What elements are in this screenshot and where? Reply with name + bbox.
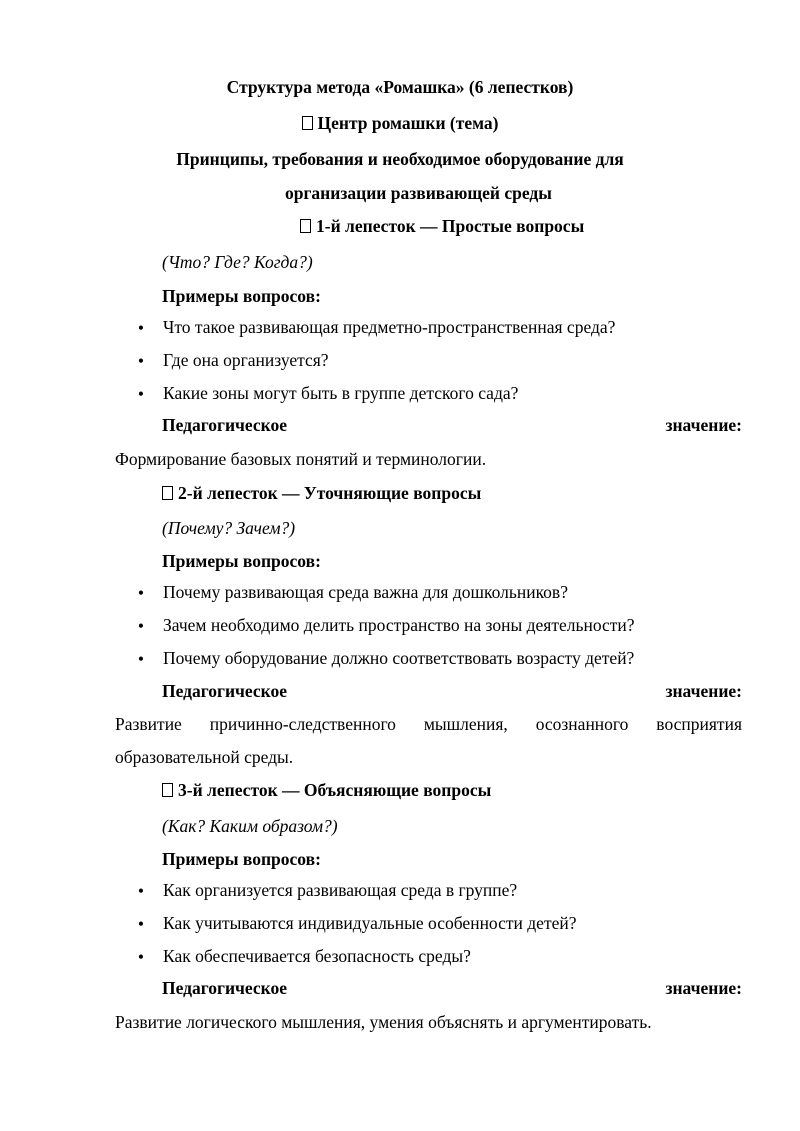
bullet-icon: • [137, 351, 145, 371]
petal1-item: Что такое развивающая предметно-пространственная среда? [163, 317, 616, 337]
document-title: Структура метода «Ромашка» (6 лепестков) [226, 77, 574, 97]
value-label-word1: Педагогическое [162, 681, 288, 701]
petal2-heading-text: 2-й лепесток — Уточняющие вопросы [178, 483, 482, 503]
petal2-item: Почему оборудование должно соответствовать возрасту детей? [163, 648, 635, 668]
value-label-word1: Педагогическое [162, 978, 288, 998]
missing-glyph-icon [302, 116, 313, 130]
value-label-word2: значение: [665, 681, 742, 701]
petal3-subtitle: (Как? Каким образом?) [162, 816, 338, 836]
center-heading-text: Центр ромашки (тема) [317, 113, 499, 133]
petal3-value-label [162, 977, 742, 999]
petal1-item: Где она организуется? [163, 350, 329, 370]
petal3-value-text: Развитие логического мышления, умения объяснять и аргументировать. [115, 1012, 652, 1032]
missing-glyph-icon [300, 219, 311, 233]
bullet-icon: • [137, 649, 145, 669]
missing-glyph-icon [162, 486, 173, 500]
petal2-heading [162, 482, 481, 504]
petal3-item: Как организуется развивающая среда в группе? [163, 880, 518, 900]
value-label-word2: значение: [665, 415, 742, 435]
petal1-heading-text: 1-й лепесток — Простые вопросы [316, 216, 585, 236]
petal1-value-text: Формирование базовых понятий и терминологии. [115, 449, 487, 469]
bullet-icon: • [137, 384, 145, 404]
petal1-examples-label: Примеры вопросов: [162, 286, 321, 306]
petal2-value-label [162, 680, 742, 702]
petal2-item: Зачем необходимо делить пространство на зоны деятельности? [163, 615, 635, 635]
petal1-subtitle: (Что? Где? Когда?) [162, 252, 313, 272]
bullet-icon: • [137, 318, 145, 338]
value-label-word2: значение: [665, 978, 742, 998]
missing-glyph-icon [162, 783, 173, 797]
petal3-item: Как обеспечивается безопасность среды? [163, 946, 471, 966]
petal3-item: Как учитываются индивидуальные особенности детей? [163, 913, 577, 933]
petal1-heading [300, 215, 584, 237]
petal2-item: Почему развивающая среда важна для дошкольников? [163, 582, 568, 602]
petal2-value-text-line2: образовательной среды. [115, 747, 294, 767]
petal3-heading [162, 779, 491, 801]
value-label-word1: Педагогическое [162, 415, 288, 435]
bullet-icon: • [137, 616, 145, 636]
petal2-value-text-line1: Развитие причинно-следственного мышления, осознанного восприятия [115, 714, 742, 734]
bullet-icon: • [137, 583, 145, 603]
petal1-value-label [162, 414, 742, 436]
center-heading [0, 112, 800, 134]
bullet-icon: • [137, 947, 145, 967]
petal3-examples-label: Примеры вопросов: [162, 849, 321, 869]
petal3-heading-text: 3-й лепесток — Объясняющие вопросы [178, 780, 492, 800]
bullet-icon: • [137, 881, 145, 901]
petal1-item: Какие зоны могут быть в группе детского сада? [163, 383, 519, 403]
petal2-examples-label: Примеры вопросов: [162, 551, 321, 571]
center-topic-line2: организации развивающей среды [285, 183, 552, 203]
center-topic-line1: Принципы, требования и необходимое оборудование для [176, 149, 624, 169]
petal2-subtitle: (Почему? Зачем?) [162, 518, 296, 538]
bullet-icon: • [137, 914, 145, 934]
